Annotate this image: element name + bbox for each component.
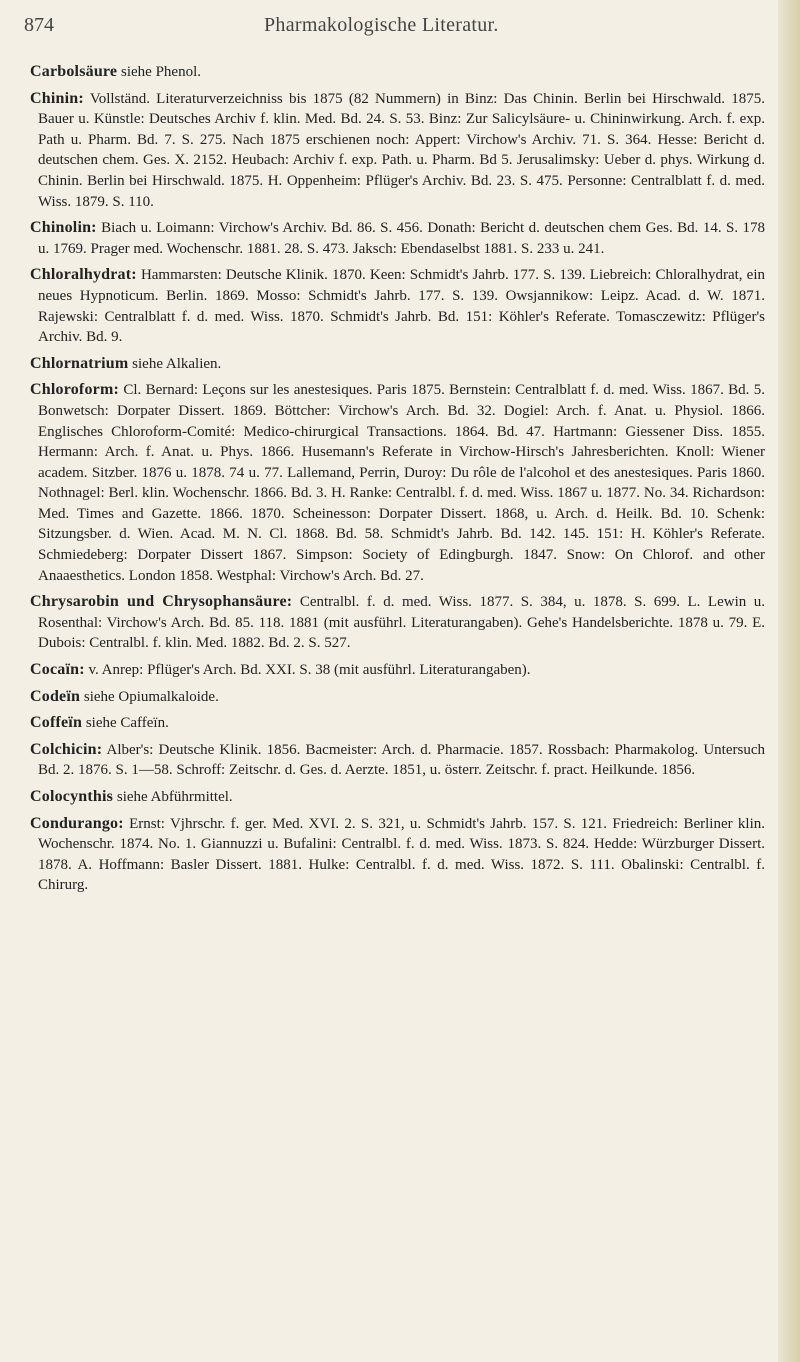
entry-keyword: Chloralhydrat:: [30, 266, 137, 284]
entry-cocain: [30, 660, 765, 681]
entry-keyword: Chrysarobin und Chrysophansäure:: [30, 593, 293, 611]
entry-keyword: Cocaïn:: [30, 661, 85, 679]
entry-text: Alber's: Deutsche Klinik. 1856. Bacmeister: Arch. d. Pharmacie. 1857. Rossbach: Pharmakolog. Untersuch Bd. 2. 1876. S. 1—58. Schroff: Zeitschr. d. Ges. d. Aerzte. 1851, u. österr. Zeitschr. f. pract. Heilkunde. 1856.: [38, 741, 765, 779]
entry-text: Vollständ. Literaturverzeichniss bis 1875 (82 Nummern) in Binz: Das Chinin. Berlin bei Hirschwald. 1875. Bauer u. Künstle: Deutsches Archiv f. klin. Med. Bd. 24. S. 53. Binz: Zur Salicylsäure- u. Chininwirkung. Arch. f. exp. Path u. Pharm. Bd. 7. S. 275. Nach 1875 erschienen noch: Appert: Virchow's Archiv. 71. S. 364. Hesse: Bericht d. deutschen chem. Ges. X. 2152. Heubach: Archiv f. exp. Path. u. Pharm. Bd 5. Jerusalimsky: Ueber d. phys. Wirkung d. Chinin. Berlin bei Hirschwald. 1875. H. Oppenheim: Pflüger's Archiv. Bd. 23. S. 475. Personne: Centralblatt f. d. med. Wiss. 1879. S. 110.: [38, 90, 765, 210]
entry-chinin: [30, 89, 765, 213]
entry-text: siehe Caffeïn.: [85, 715, 169, 732]
entry-colchicin: [30, 740, 765, 781]
entry-keyword: Colchicin:: [30, 740, 103, 758]
entry-text: siehe Abführmittel.: [116, 789, 233, 805]
entry-keyword: Chinin:: [30, 89, 84, 107]
entry-coffein: [30, 713, 765, 734]
entry-keyword: Chinolin:: [30, 219, 97, 237]
entry-text: siehe Opiumalkaloide.: [83, 688, 219, 705]
entry-chloroform: [30, 380, 765, 586]
entry-chinolin: [30, 218, 765, 259]
entry-text: Biach u. Loimann: Virchow's Archiv. Bd. 86. S. 456. Donath: Bericht d. deutschen chem Ges. Bd. 14. S. 178 u. 1769. Prager med. Wochenschr. 1881. 28. S. 473. Jaksch: Ebendaselbst 1881. S. 233 u. 241.: [38, 220, 766, 257]
entry-codein: [30, 687, 765, 708]
page-number: 874: [24, 14, 54, 36]
bibliography-list: [30, 62, 765, 900]
entry-chloralhydrat: [30, 265, 765, 347]
page-header: [24, 14, 760, 40]
entry-keyword: Carbolsäure: [30, 63, 118, 80]
entry-chlornatrium: [30, 354, 765, 375]
entry-keyword: Chloroform:: [30, 381, 119, 399]
entry-keyword: Colocynthis: [30, 788, 114, 805]
entry-keyword: Condurango:: [30, 814, 124, 832]
entry-keyword: Chlornatrium: [30, 354, 129, 372]
entry-text: Hammarsten: Deutsche Klinik. 1870. Keen: Schmidt's Jahrb. 177. S. 139. Liebreich: Chloralhydrat, ein neues Hypnoticum. Berlin. 1869. Mosso: Schmidt's Jahrb. 177. S. 139. Owsjannikow: Leipz. Acad. d. W. 1871. Rajewski: Centralblatt f. d. med. Wiss. 1870. Schmidt's Jahrb. Bd. 151: Köhler's Referate. Tomasczewitz: Pflüger's Archiv. Bd. 9.: [38, 267, 766, 346]
entry-colocynthis: [30, 787, 765, 808]
entry-condurango: [30, 814, 765, 896]
running-title: Pharmakologische Literatur.: [264, 14, 499, 36]
page-edge-shadow: [778, 0, 800, 1362]
entry-keyword: Coffeïn: [30, 714, 83, 732]
entry-text: Ernst: Vjhrschr. f. ger. Med. XVI. 2. S. 321, u. Schmidt's Jahrb. 157. S. 121. Friedreich: Berliner klin. Wochenschr. 1874. No. 1. Giannuzzi u. Bufalini: Centralbl. f. d. med. Wiss. 1873. S. 824. Hedde: Würzburger Dissert. 1878. A. Hoffmann: Basler Dissert. 1881. Hulke: Centralbl. f. d. med. Wiss. 1872. S. 111. Obalinski: Centralbl. f. Chirurg.: [38, 815, 766, 894]
entry-keyword: Codeïn: [30, 687, 81, 705]
entry-text: siehe Alkalien.: [132, 355, 222, 372]
entry-text: Centralbl. f. d. med. Wiss. 1877. S. 384, u. 1878. S. 699. L. Lewin u. Rosenthal: Virchow's Arch. Bd. 85. 118. 1881 (mit ausführl. Literaturangaben). Gehe's Handelsberichte. 1878 u. 79. E. Dubois: Centralbl. f. klin. Med. 1882. Bd. 2. S. 527.: [38, 594, 766, 652]
entry-chrysarobin: [30, 592, 765, 654]
entry-carbolsaeure: [30, 62, 765, 83]
entry-text: v. Anrep: Pflüger's Arch. Bd. XXI. S. 38 (mit ausführl. Literaturangaben).: [88, 662, 531, 679]
entry-text: siehe Phenol.: [121, 64, 201, 80]
entry-text: Cl. Bernard: Leçons sur les anestesiques. Paris 1875. Bernstein: Centralblatt f. d. med. Wiss. 1867. Bd. 5. Bonwetsch: Dorpater Dissert. 1869. Böttcher: Virchow's Arch. Bd. 32. Dogiel: Arch. f. Anat. u. Physiol. 1866. Englisches Chloroform-Comité: Medico-chirurgical Transactions. 1864. Bd. 47. Hartmann: Giessener Diss. 1855. Hermann: Arch. f. Anat. u. Phys. 1866. Husemann's Referate in Virchow-Hirsch's Jahresberichten. Knoll: Wiener academ. Sitzber. 1876 u. 1878. 74 u. 77. Lallemand, Perrin, Duroy: Du rôle de l'alcohol et des anestesiques. Paris 1860. Nothnagel: Berl. klin. Wochenschr. 1866. Bd. 3. H. Ranke: Centralbl. f. d. med. Wiss. 1867 u. 1877. No. 34. Richardson: Med. Times and Gazette. 1866. 1870. Scheinesson: Dorpater Dissert. 1868, u. Arch. d. Heilk. Bd. 10. Schenk: Sitzungsber. d. Wien. Acad. M. N. Cl. 1868. Bd. 58. Schmidt's Jahrb. Bd. 142. 145. 151: H. Köhler's Referate. Schmiedeberg: Dorpater Dissert 1867. Simpson: Society of Edingburgh. 1847. Snow: On Chlorof. and other Anaaesthetics. London 1858. Westphal: Virchow's Arch. Bd. 27.: [38, 382, 766, 584]
